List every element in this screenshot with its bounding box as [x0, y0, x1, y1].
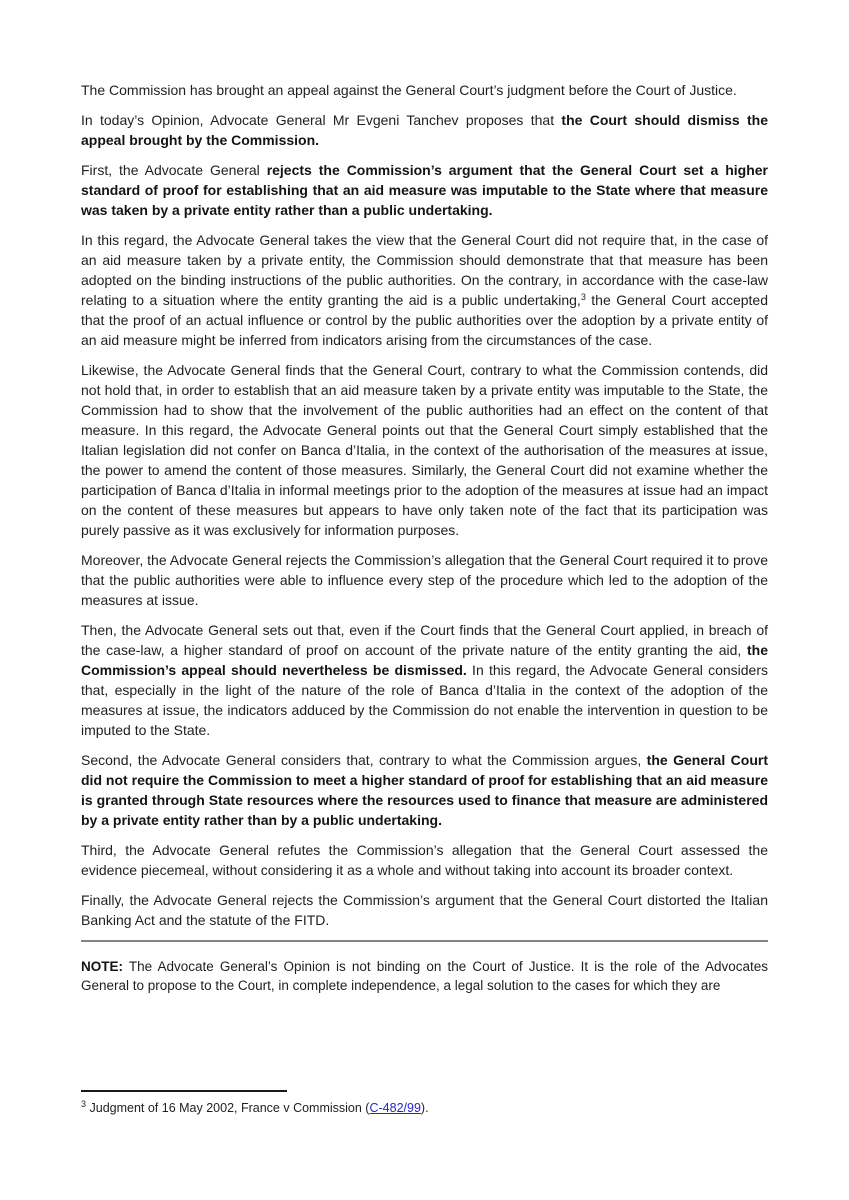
paragraph-text: The Commission has brought an appeal against the General Court’s judgment before the Court of Justice. — [81, 82, 737, 98]
paragraph-text: Finally, the Advocate General rejects the Commission’s argument that the General Court distorted the Italian Banking Act and the statute of the FITD. — [81, 892, 768, 928]
paragraph-text: Then, the Advocate General sets out that, even if the Court finds that the General Court applied, in breach of the case-law, a higher standard of proof on account of the private nature of the entity granting the aid, — [81, 622, 768, 658]
bold-dismissal-text: the Commission’s appeal should nevertheless be dismissed. — [81, 642, 768, 678]
paragraph-text: Moreover, the Advocate General rejects the Commission’s allegation that the General Court required it to prove that the public authorities were able to influence every step of the procedure which led to the adoption of the measures at issue. — [81, 552, 768, 608]
paragraph-likewise-findings — [81, 360, 768, 540]
paragraph-third-ground — [81, 840, 768, 880]
paragraph-text: In this regard, the Advocate General considers that, especially in the light of the nature of the role of Banca d’Italia in the context of the adoption of the measures at issue, the indicators adduced by the Commission do not enable the intervention in question to be imputed to the State. — [81, 662, 768, 738]
note-label: NOTE: — [81, 959, 123, 974]
paragraph-text: Second, the Advocate General considers that, contrary to what the Commission argues, — [81, 752, 647, 768]
paragraph-text: the General Court accepted that the proof of an actual influence or control by the public authorities over the adoption by a private entity of an aid measure might be inferred from indicators arising from the circumstances of the case. — [81, 292, 768, 348]
footnote-3 — [81, 1100, 768, 1117]
paragraph-text: First, the Advocate General — [81, 162, 267, 178]
paragraph-second-ground — [81, 750, 768, 830]
paragraph-text: In this regard, the Advocate General takes the view that the General Court did not require that, in the case of an aid measure taken by a private entity, the Commission should demonstrate that that measure has been adopted on the binding instructions of the public authorities. On the contrary, in accordance with the case-law relating to a situation where the entity granting the aid is a public undertaking, — [81, 232, 768, 308]
paragraph-text: Likewise, the Advocate General finds that the General Court, contrary to what the Commission contends, did not hold that, in order to establish that an aid measure taken by a private entity was imputable to the State, the Commission had to show that the involvement of the public authorities had an effect on the content of that measure. In this regard, the Advocate General points out that the General Court simply established that the Italian legislation did not confer on Banca d’Italia, in the context of the authorisation of the measures at issue, the power to amend the content of those measures. Similarly, the General Court did not examine whether the participation of Banca d’Italia in informal meetings prior to the adoption of the measures at issue had an impact on the content of these measures but appears to have only taken note of the fact that its participation was purely passive as it was exclusively for information purposes. — [81, 362, 768, 538]
paragraph-text: In today’s Opinion, Advocate General Mr Evgeni Tanchev proposes that — [81, 112, 562, 128]
document-body — [81, 80, 768, 995]
paragraph-finally-distortion — [81, 890, 768, 930]
bold-second-ground-text: the General Court did not require the Commission to meet a higher standard of proof for establishing that an aid measure is granted through State resources where the resources used to finance that measure are administered by a private entity rather than by a public undertaking. — [81, 752, 768, 828]
footnote-text: Judgment of 16 May 2002, France v Commission ( — [86, 1101, 370, 1115]
paragraph-standard-of-proof-detail — [81, 230, 768, 350]
paragraph-first-ground — [81, 160, 768, 220]
note-separator-rule — [81, 940, 768, 942]
paragraph-moreover-allegation — [81, 550, 768, 610]
footnote-case-link[interactable]: C-482/99 — [369, 1101, 421, 1115]
bold-first-ground-text: rejects the Commission’s argument that the General Court set a higher standard of proof for establishing that an aid measure was imputable to the State where that measure was taken by a private entity rather than a public undertaking. — [81, 162, 768, 218]
footnote-section — [81, 1090, 768, 1117]
bold-proposal-text: the Court should dismiss the appeal brought by the Commission. — [81, 112, 768, 148]
note-paragraph — [81, 957, 768, 995]
paragraph-appeal-brought — [81, 80, 768, 100]
paragraph-opinion-proposal — [81, 110, 768, 150]
footnote-reference-3: 3 — [580, 292, 586, 302]
note-text: The Advocate General’s Opinion is not binding on the Court of Justice. It is the role of the Advocates General to propose to the Court, in complete independence, a legal solution to the cases for which they are — [81, 959, 768, 993]
footnote-separator-rule — [81, 1090, 287, 1092]
paragraph-then-dismissal — [81, 620, 768, 740]
footnote-text-end: ). — [420, 1101, 429, 1115]
paragraph-text: Third, the Advocate General refutes the Commission’s allegation that the General Court assessed the evidence piecemeal, without considering it as a whole and without taking into account its broader context. — [81, 842, 768, 878]
footnote-number: 3 — [81, 1099, 87, 1109]
